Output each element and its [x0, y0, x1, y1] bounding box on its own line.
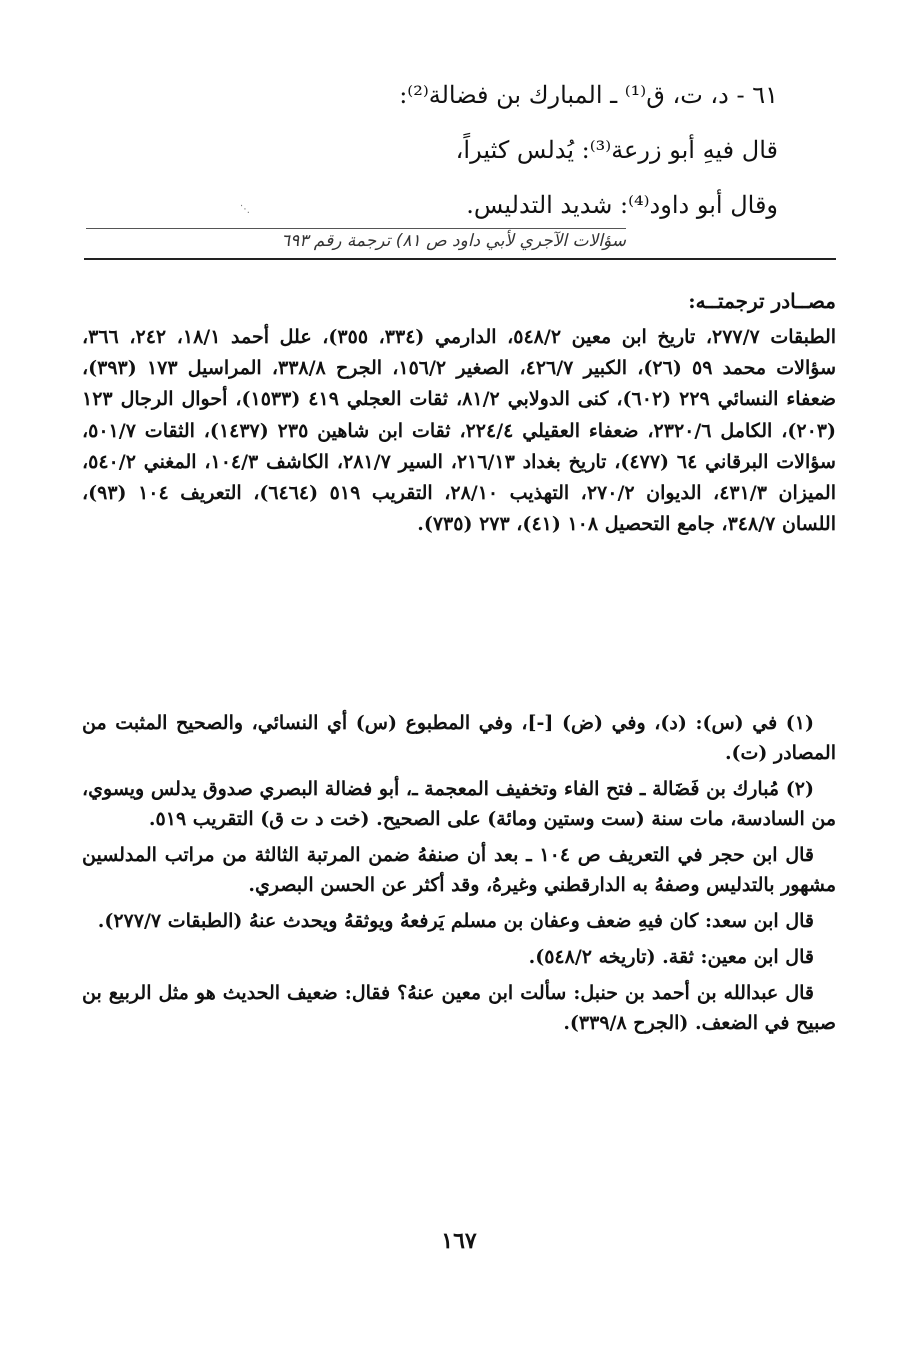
entry-quote-abu-zurah: قال فيهِ أبو زرعة⁽³⁾: يُدلس كثيراً، — [455, 136, 778, 164]
entry-heading-line: ٦١ - د، ت، ق⁽¹⁾ ـ المبارك بن فضالة⁽²⁾: — [399, 81, 778, 109]
footnote-ibn-saad: قال ابن سعد: كان فيهِ ضعف وعفان بن مسلم يَرفعهُ ويوثقهُ ويحدث عنهُ (الطبقات ٢٧٧/٧). — [97, 910, 814, 932]
sources-paragraph: الطبقات ٢٧٧/٧، تاريخ ابن معين ٥٤٨/٢، الدارمي (٣٣٤، ٣٥٥)، علل أحمد ١٨/١، ٢٤٢، ٣٦٦، سؤالات محمد ٥٩ (٢٦)، الكبير ٤٢٦/٧، الصغير ١٥٦/٢، الجرح ٣٣٨/٨، المراسيل ١٧٣ (٣٩٣)، ضعفاء النسائي ٢٢٩ (٦٠٢)، كنى الدولابي ٨١/٢، ثقات العجلي ٤١٩ (١٥٣٣)، أحوال الرجال ١٢٣ (٢٠٣)، الكامل ٢٣٢٠/٦، ضعفاء العقيلي ٢٢٤/٤، ثقات ابن شاهين ٢٣٥ (١٤٣٧)، الثقات ٥٠١/٧، سؤالات البرقاني ٦٤ (٤٧٧)، تاريخ بغداد ٢١٦/١٣، السير ٢٨١/٧، الكاشف ١٠٤/٣، المغني ٥٤٠/٢، الميزان ٤٣١/٣، الديوان ٢٧٠/٢، التهذيب ٢٨/١٠، التقريب ٥١٩ (٦٤٦٤)، التعريف ١٠٤ (٩٣)، اللسان ٣٤٨/٧، جامع التحصيل ١٠٨ (٤١)، ٢٧٣ (٧٣٥). — [82, 326, 837, 536]
page-number: ١٦٧ — [441, 1228, 477, 1254]
scan-speck: ⋰ — [240, 204, 250, 215]
handwritten-note: سؤالات الآجري لأبي داود ص ٨١) ترجمة رقم ٦٩٣ — [86, 228, 626, 253]
footnote-1: (١) في (س): (د)، وفي (ض) [-]، وفي المطبوع (س) أي النسائي، والصحيح المثبت من المصادر (ت). — [82, 712, 836, 764]
entry-quote-abu-dawud: وقال أبو داود⁽⁴⁾: شديد التدليس. — [466, 191, 778, 219]
sources-heading: مصــادر ترجمتــه: — [688, 289, 836, 313]
footnote-abdullah: قال عبدالله بن أحمد بن حنبل: سألت ابن معين عنهُ؟ فقال: ضعيف الحديث هو مثل الربيع بن صبيح في الضعف. (الجرح ٣٣٩/٨). — [82, 982, 836, 1034]
footnote-ibn-main: قال ابن معين: ثقة. (تاريخه ٥٤٨/٢). — [528, 946, 814, 968]
footnote-ibn-hajar: قال ابن حجر في التعريف ص ١٠٤ ـ بعد أن صنفهُ ضمن المرتبة الثالثة من مراتب المدلسين مشهور بالتدليس وصفهُ به الدارقطني وغيرهُ، وقد أكثر عن الحسن البصري. — [82, 844, 836, 896]
section-divider — [84, 258, 836, 260]
footnotes-section — [82, 708, 836, 1044]
footnote-2: (٢) مُبارك بن فَضَالة ـ فتح الفاء وتخفيف المعجمة ـ، أبو فضالة البصري صدوق يدلس ويسوي، من السادسة، مات سنة (ست وستين ومائة) على الصحيح. (خت د ت ق) التقريب ٥١٩. — [82, 778, 836, 830]
